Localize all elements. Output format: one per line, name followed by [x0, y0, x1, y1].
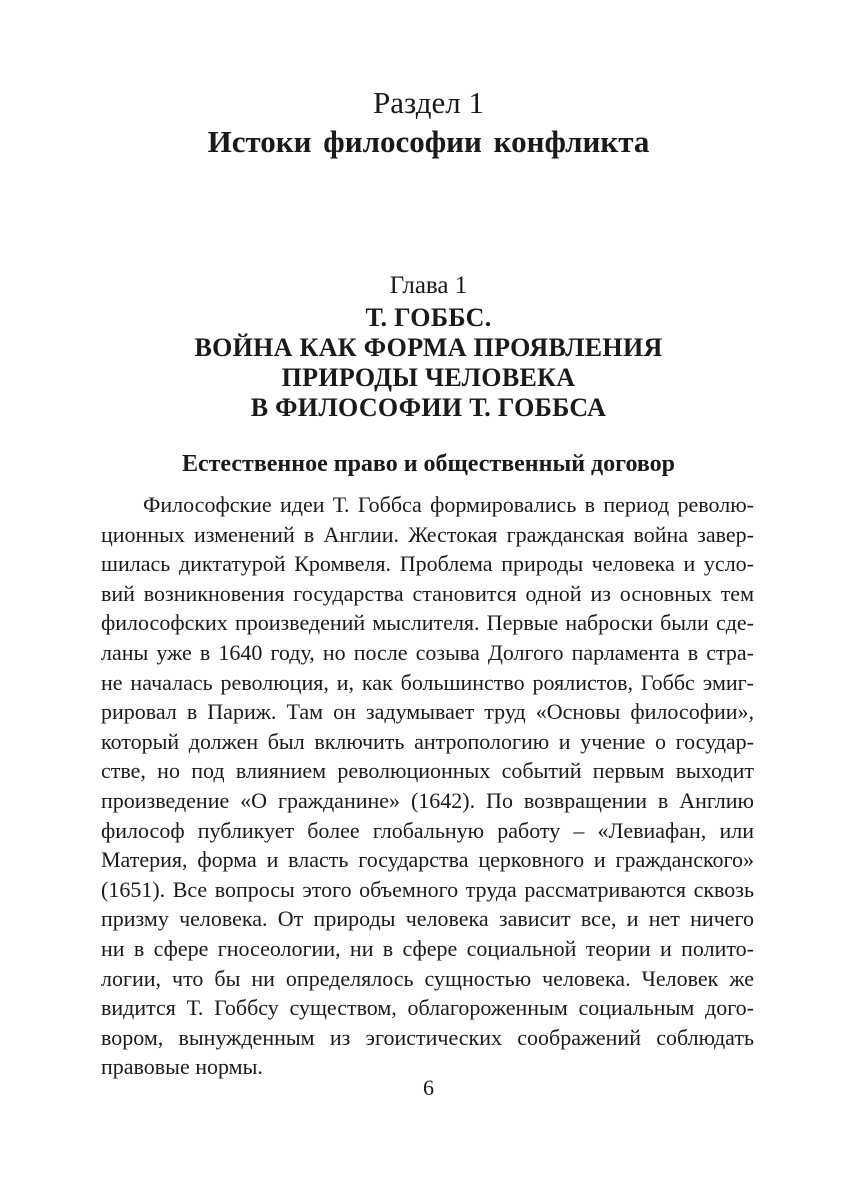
paragraph-line: правовые нормы. — [101, 1054, 263, 1080]
paragraph-line: стве, но под влиянием революционных событий первым выходит — [101, 758, 754, 784]
chapter-title — [0, 303, 857, 423]
chapter-title-line: Т. ГОББС. — [365, 303, 492, 332]
paragraph-line: ни в сфере гносеологии, ни в сфере социальной теории и полито- — [101, 935, 754, 961]
paragraph-line: видится Т. Гоббсу существом, облагороженным социальным дого- — [101, 995, 754, 1021]
paragraph-line: вором, вынужденным из эгоистических соображений соблюдать — [101, 1024, 754, 1050]
paragraph-line: произведение «О гражданине» (1642). По возвращении в Англию — [101, 787, 754, 813]
chapter-title-line: ПРИРОДЫ ЧЕЛОВЕКА — [281, 363, 576, 392]
paragraph-line: (1651). Все вопросы этого объемного труда рассматриваются сквозь — [101, 876, 754, 902]
paragraph-line: философских произведений мыслителя. Первые наброски были сде- — [101, 610, 754, 636]
body-paragraph — [101, 490, 754, 1082]
chapter-title-line: В ФИЛОСОФИИ Т. ГОББСА — [250, 393, 607, 422]
paragraph-line: ланы уже в 1640 году, но после созыва Долгого парламента в стра- — [101, 639, 754, 665]
paragraph-line: Материя, форма и власть государства церковного и гражданского» — [101, 847, 754, 873]
paragraph-line: шилась диктатурой Кромвеля. Проблема природы человека и усло- — [101, 551, 754, 577]
paragraph-line: призму человека. От природы человека зависит все, и нет ничего — [101, 906, 754, 932]
page-number: 6 — [423, 1075, 434, 1100]
paragraph-line: вий возникновения государства становится одной из основных тем — [101, 580, 754, 606]
subheading: Естественное право и общественный договор — [181, 451, 676, 477]
section-title: Истоки философии конфликта — [207, 124, 650, 159]
paragraph-line: ционных изменений в Англии. Жестокая гражданская война завер- — [101, 521, 754, 547]
paragraph-line: Философские идеи Т. Гоббса формировались в период револю- — [143, 492, 754, 517]
paragraph-line: философ публикует более глобальную работу – «Левиафан, или — [101, 817, 754, 843]
chapter-label: Глава 1 — [389, 272, 468, 299]
section-label: Раздел 1 — [373, 85, 484, 120]
paragraph-line: который должен был включить антропологию и учение о государ- — [101, 728, 754, 754]
paragraph-line: рировал в Париж. Там он задумывает труд «Основы философии», — [101, 699, 754, 725]
chapter-title-line: ВОЙНА КАК ФОРМА ПРОЯВЛЕНИЯ — [194, 333, 663, 362]
paragraph-line: не началась революция, и, как большинство роялистов, Гоббс эмиг- — [101, 669, 754, 695]
paragraph-line: логии, что бы ни определялось сущностью человека. Человек же — [101, 965, 754, 991]
